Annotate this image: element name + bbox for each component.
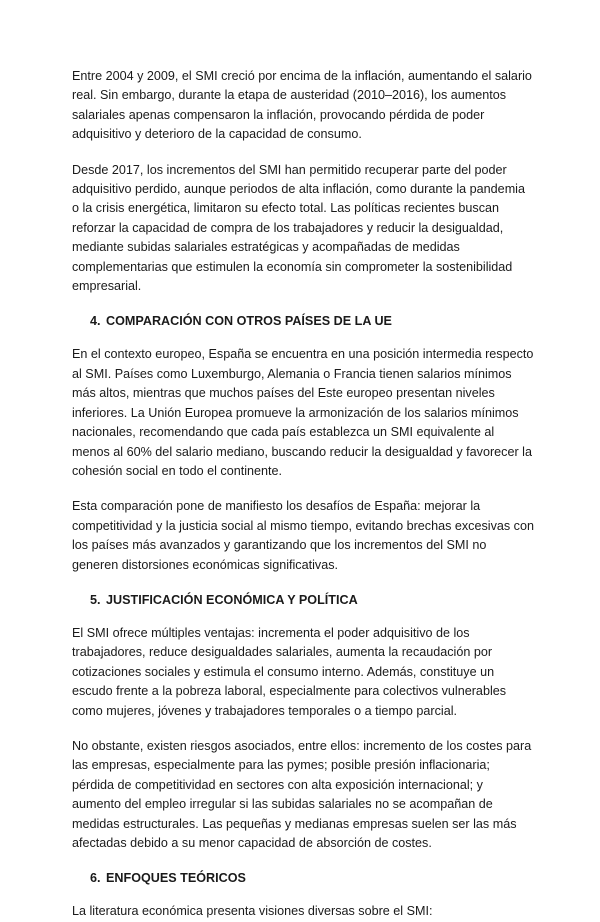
section-title: COMPARACIÓN CON OTROS PAÍSES DE LA UE [106,314,392,329]
paragraph-intro-2: Desde 2017, los incrementos del SMI han permitido recuperar parte del poder adquisitivo perdido, aunque periodos de alta inflación, como durante la pandemia o la crisis energética, limitaron su efecto total. Las políticas recientes buscan reforzar la capacidad de compra de los trabajadores y reducir la desigualdad, mediante subidas salariales estratégicas y acompañadas de medidas complementarias que estimulen la economía sin comprometer la sostenibilidad empresarial. [72,162,525,294]
section-title: JUSTIFICACIÓN ECONÓMICA Y POLÍTICA [106,592,358,607]
section-number: 6. [90,871,101,886]
section-heading-5 [72,591,534,610]
section-heading-4 [72,312,534,331]
section-number: 5. [90,592,101,607]
paragraph-section6-1: La literatura económica presenta visiones diversas sobre el SMI: [72,904,433,919]
section-number: 4. [90,314,101,329]
paragraph-section4-1: En el contexto europeo, España se encuentra en una posición intermedia respecto al SMI. Países como Luxemburgo, Alemania o Francia tienen salarios mínimos más altos, mientras que muchos países del Este europeo presentan niveles inferiores. La Unión Europea promueve la armonización de los salarios mínimos nacionales, recomendando que cada país establezca un SMI equivalente al menos al 60% del salario mediano, buscando reducir la desigualdad y favorecer la cohesión social en todo el continente. [72,347,534,478]
document-page [72,67,534,922]
section-heading-6 [72,869,534,888]
section-title: ENFOQUES TEÓRICOS [106,871,246,886]
paragraph-section4-2: Esta comparación pone de manifiesto los desafíos de España: mejorar la competitividad y la justicia social al mismo tiempo, evitando brechas excesivas con los países más avanzados y garantizando que los incrementos del SMI no generen distorsiones económicas significativas. [72,499,534,572]
paragraph-intro-1: Entre 2004 y 2009, el SMI creció por encima de la inflación, aumentando el salario real. Sin embargo, durante la etapa de austeridad (2010–2016), los aumentos salariales apenas compensaron la inflación, provocando pérdida de poder adquisitivo y deterioro de la capacidad de consumo. [72,69,532,142]
paragraph-section5-2: No obstante, existen riesgos asociados, entre ellos: incremento de los costes para las empresas, especialmente para las pymes; posible presión inflacionaria; pérdida de competitividad en sectores con alta exposición internacional; y aumento del empleo irregular si las subidas salariales no se acompañan de medidas estructurales. Las pequeñas y medianas empresas suelen ser las más afectadas debido a su menor capacidad de absorción de costes. [72,738,532,850]
paragraph-section5-1: El SMI ofrece múltiples ventajas: incrementa el poder adquisitivo de los trabajadores, reduce desigualdades salariales, aumenta la recaudación por cotizaciones sociales y estimula el consumo interno. Además, constituye un escudo frente a la pobreza laboral, especialmente para colectivos vulnerables como mujeres, jóvenes y trabajadores temporales o a tiempo parcial. [72,625,507,718]
